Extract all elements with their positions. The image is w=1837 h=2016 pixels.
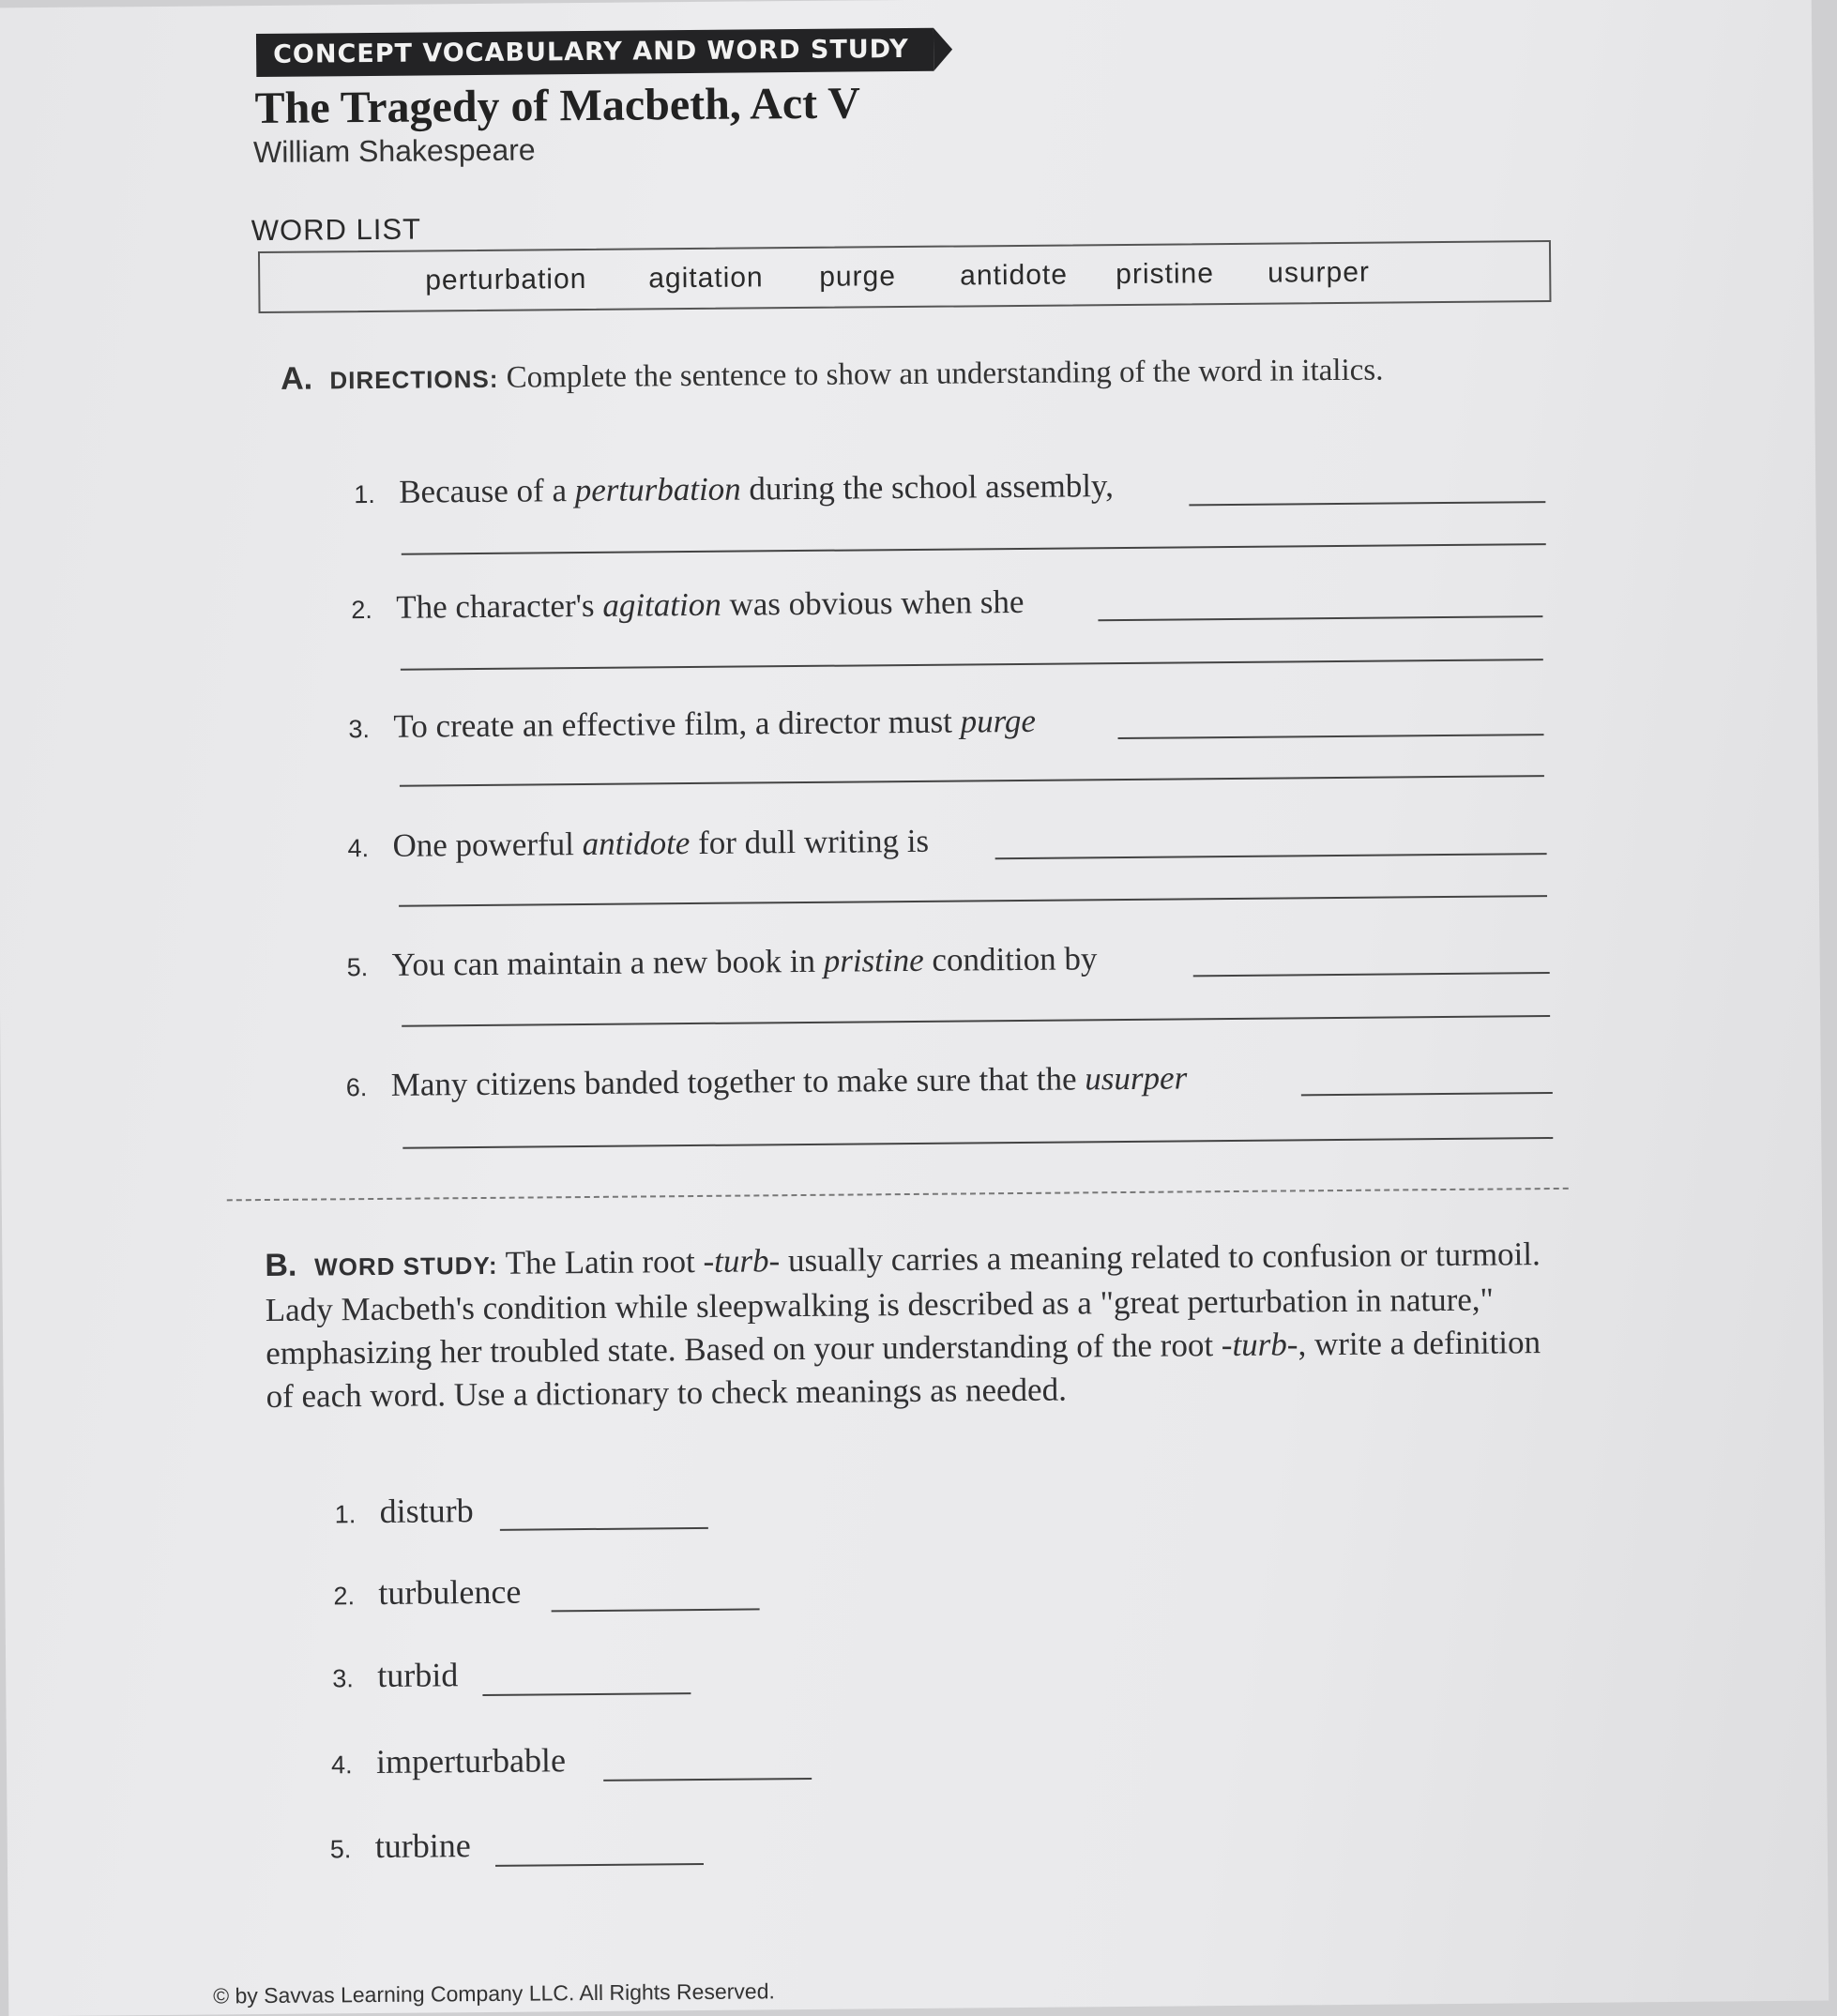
section-a-directions — [281, 347, 1472, 402]
list-item: 3. To create an effective film, a director must purge — [348, 702, 1037, 745]
answer-line[interactable] — [1098, 615, 1542, 621]
answer-line[interactable] — [402, 543, 1546, 555]
section-divider — [227, 1188, 1569, 1201]
list-item: 3. turbid — [332, 1656, 459, 1694]
list-item: 2. turbulence — [333, 1572, 522, 1612]
word-list-label: WORD LIST — [250, 212, 422, 248]
list-item: 1. disturb — [334, 1492, 474, 1530]
answer-line[interactable] — [1301, 1092, 1553, 1096]
answer-line[interactable] — [482, 1692, 691, 1696]
answer-line[interactable] — [400, 775, 1544, 787]
list-item: 4. imperturbable — [330, 1741, 567, 1781]
word-list-item: usurper — [1268, 256, 1371, 289]
answer-line[interactable] — [603, 1778, 812, 1781]
answer-line[interactable] — [500, 1527, 708, 1531]
page-title: The Tragedy of Macbeth, Act V — [254, 78, 861, 134]
answer-line[interactable] — [1193, 972, 1550, 977]
list-item: 2. The character's agitation was obvious when she — [351, 583, 1025, 626]
word-list-item: agitation — [648, 262, 764, 295]
section-b-directions: B. WORD STUDY: The Latin root -turb- usually carries a meaning related to confusion or turmoil. Lady Macbeth's condition while sleepwalking is described as a "great perturbation in nature," emphasizing her troubled state. Based on your understanding of the root -turb-, write a definition of each word. Use a dictionary to check meanings as needed. — [265, 1235, 1541, 1416]
author: William Shakespeare — [252, 132, 536, 170]
answer-line[interactable] — [552, 1608, 760, 1612]
word-list-box — [258, 240, 1552, 313]
list-item: 1. Because of a perturbation during the school assembly, — [354, 467, 1115, 510]
list-item: 6. Many citizens banded together to make sure that the usurper — [345, 1059, 1188, 1103]
answer-line[interactable] — [402, 1015, 1550, 1027]
word-list-item: purge — [819, 261, 897, 293]
copyright: © by Savvas Learning Company LLC. All Rights Reserved. — [213, 1978, 775, 2008]
answer-line[interactable] — [495, 1863, 704, 1867]
word-list-item: pristine — [1116, 258, 1215, 291]
section-b-label: WORD STUDY: — [314, 1251, 498, 1281]
section-b-letter: B. — [265, 1247, 297, 1284]
answer-line[interactable] — [401, 659, 1543, 671]
answer-line[interactable] — [1189, 501, 1545, 506]
list-item: 4. One powerful antidote for dull writing is — [347, 822, 930, 864]
list-item: 5. turbine — [329, 1827, 471, 1866]
list-item: 5. You can maintain a new book in pristine condition by — [346, 940, 1098, 983]
answer-line[interactable] — [399, 895, 1547, 907]
word-list-item: perturbation — [425, 263, 587, 296]
section-a-text: Complete the sentence to show an understanding of the word in italics. — [506, 353, 1384, 395]
section-banner: CONCEPT VOCABULARY AND WORD STUDY — [256, 28, 934, 77]
section-a-label: DIRECTIONS: — [329, 364, 499, 395]
word-list-item: antidote — [960, 259, 1069, 292]
section-a-letter: A. — [280, 360, 313, 397]
answer-line[interactable] — [1118, 734, 1544, 739]
answer-line[interactable] — [995, 853, 1547, 859]
answer-line[interactable] — [402, 1137, 1553, 1149]
